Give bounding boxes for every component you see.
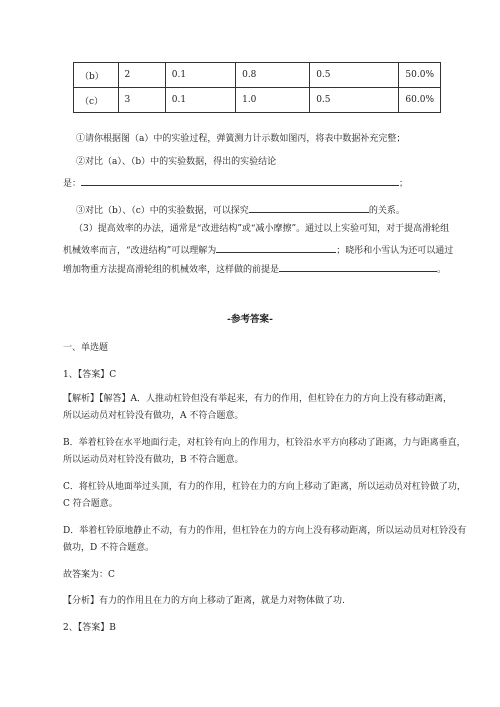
answer-blank[interactable] bbox=[279, 262, 437, 272]
question-3-line bbox=[76, 203, 405, 217]
experiment-data-table bbox=[73, 62, 441, 113]
table-cell: （c） bbox=[74, 88, 119, 113]
question-3-prefix: ③对比（b）、（c）中的实验数据，可以探究 bbox=[76, 206, 249, 216]
table-cell: 0.1 bbox=[165, 63, 235, 88]
section-heading: 一、单选题 bbox=[63, 343, 109, 353]
answer-1-analysis-line-1: 【解析】【解答】A．人推动杠铃但没有举起来，有力的作用，但杠铃在力的方向上没有移动距离， bbox=[63, 394, 453, 404]
question-1: ①请你根据图（a）中的实验过程，弹簧测力计示数如图丙，将表中数据补充完整； bbox=[76, 134, 406, 144]
option-d-line-1: D．举着杠铃原地静止不动，有力的作用，但杠铃在力的方向上没有移动距离，所以运动员对杠铃没有 bbox=[63, 526, 467, 536]
table-cell: 0.1 bbox=[165, 88, 235, 113]
table-cell: 1.0 bbox=[236, 88, 310, 113]
answer-1-analysis-line-2: 所以运动员对杠铃没有做功，A 不符合题意。 bbox=[63, 411, 244, 421]
table-cell: 3 bbox=[118, 88, 165, 113]
part-3-line-2 bbox=[63, 243, 453, 257]
table-cell: 0.5 bbox=[310, 88, 399, 113]
table-cell: 0.8 bbox=[236, 63, 310, 88]
table-cell: 2 bbox=[118, 63, 165, 88]
part-3-line-3-prefix: 增加物重方法提高滑轮组的机械效率，这样做的前提是 bbox=[63, 265, 280, 275]
question-3-suffix: 的关系。 bbox=[368, 206, 405, 216]
table-cell: 50.0% bbox=[399, 63, 441, 88]
answer-2-head: 2、【答案】B bbox=[63, 623, 116, 633]
conclusion: 故答案为：C bbox=[63, 570, 115, 580]
table-cell: 0.5 bbox=[310, 63, 399, 88]
analysis-summary: 【分析】有力的作用且在力的方向上移动了距离，就是力对物体做了功. bbox=[63, 596, 345, 606]
answer-blank[interactable] bbox=[81, 176, 399, 186]
table-row bbox=[74, 88, 441, 113]
question-2-label: 是： bbox=[63, 179, 82, 189]
option-b-line-2: 所以运动员对杠铃没有做功，B 不符合题意。 bbox=[63, 455, 244, 465]
option-c-line-1: C．将杠铃从地面举过头顶，有力的作用，杠铃在力的方向上移动了距离，所以运动员对杠铃做了功， bbox=[63, 482, 466, 492]
question-2-prefix: ②对比（a）、（b）中的实验数据，得出的实验结论 bbox=[76, 157, 277, 167]
answer-blank[interactable] bbox=[249, 203, 369, 213]
part-3-line-2-prefix: 机械效率而言，“改进结构”可以理解为 bbox=[63, 246, 217, 256]
option-d-line-2: 做功，D 不符合题意。 bbox=[63, 543, 155, 553]
question-2-answer-line bbox=[63, 176, 408, 190]
option-c-line-2: C 符合题意。 bbox=[63, 499, 118, 509]
part-3-line-1: （3）提高效率的办法，通常是“改进结构”或“减小摩擦”。通过以上实验可知，对于提高滑轮组 bbox=[74, 224, 450, 234]
table-cell: 60.0% bbox=[399, 88, 441, 113]
option-b-line-1: B．举着杠铃在水平地面行走，对杠铃有向上的作用力，杠铃沿水平方向移动了距离，力与距离垂直， bbox=[63, 438, 466, 448]
answer-1-head: 1、【答案】C bbox=[63, 370, 117, 380]
table-cell: （b） bbox=[74, 63, 119, 88]
answer-blank[interactable] bbox=[216, 243, 336, 253]
part-3-line-2-suffix: ；晓彤和小雪认为还可以通过 bbox=[336, 246, 454, 256]
answer-key-title: -参考答案- bbox=[227, 314, 273, 325]
part-3-line-3 bbox=[63, 262, 446, 276]
part-3-line-3-suffix: 。 bbox=[437, 265, 447, 275]
question-2-end: ； bbox=[399, 179, 409, 189]
table-row bbox=[74, 63, 441, 88]
